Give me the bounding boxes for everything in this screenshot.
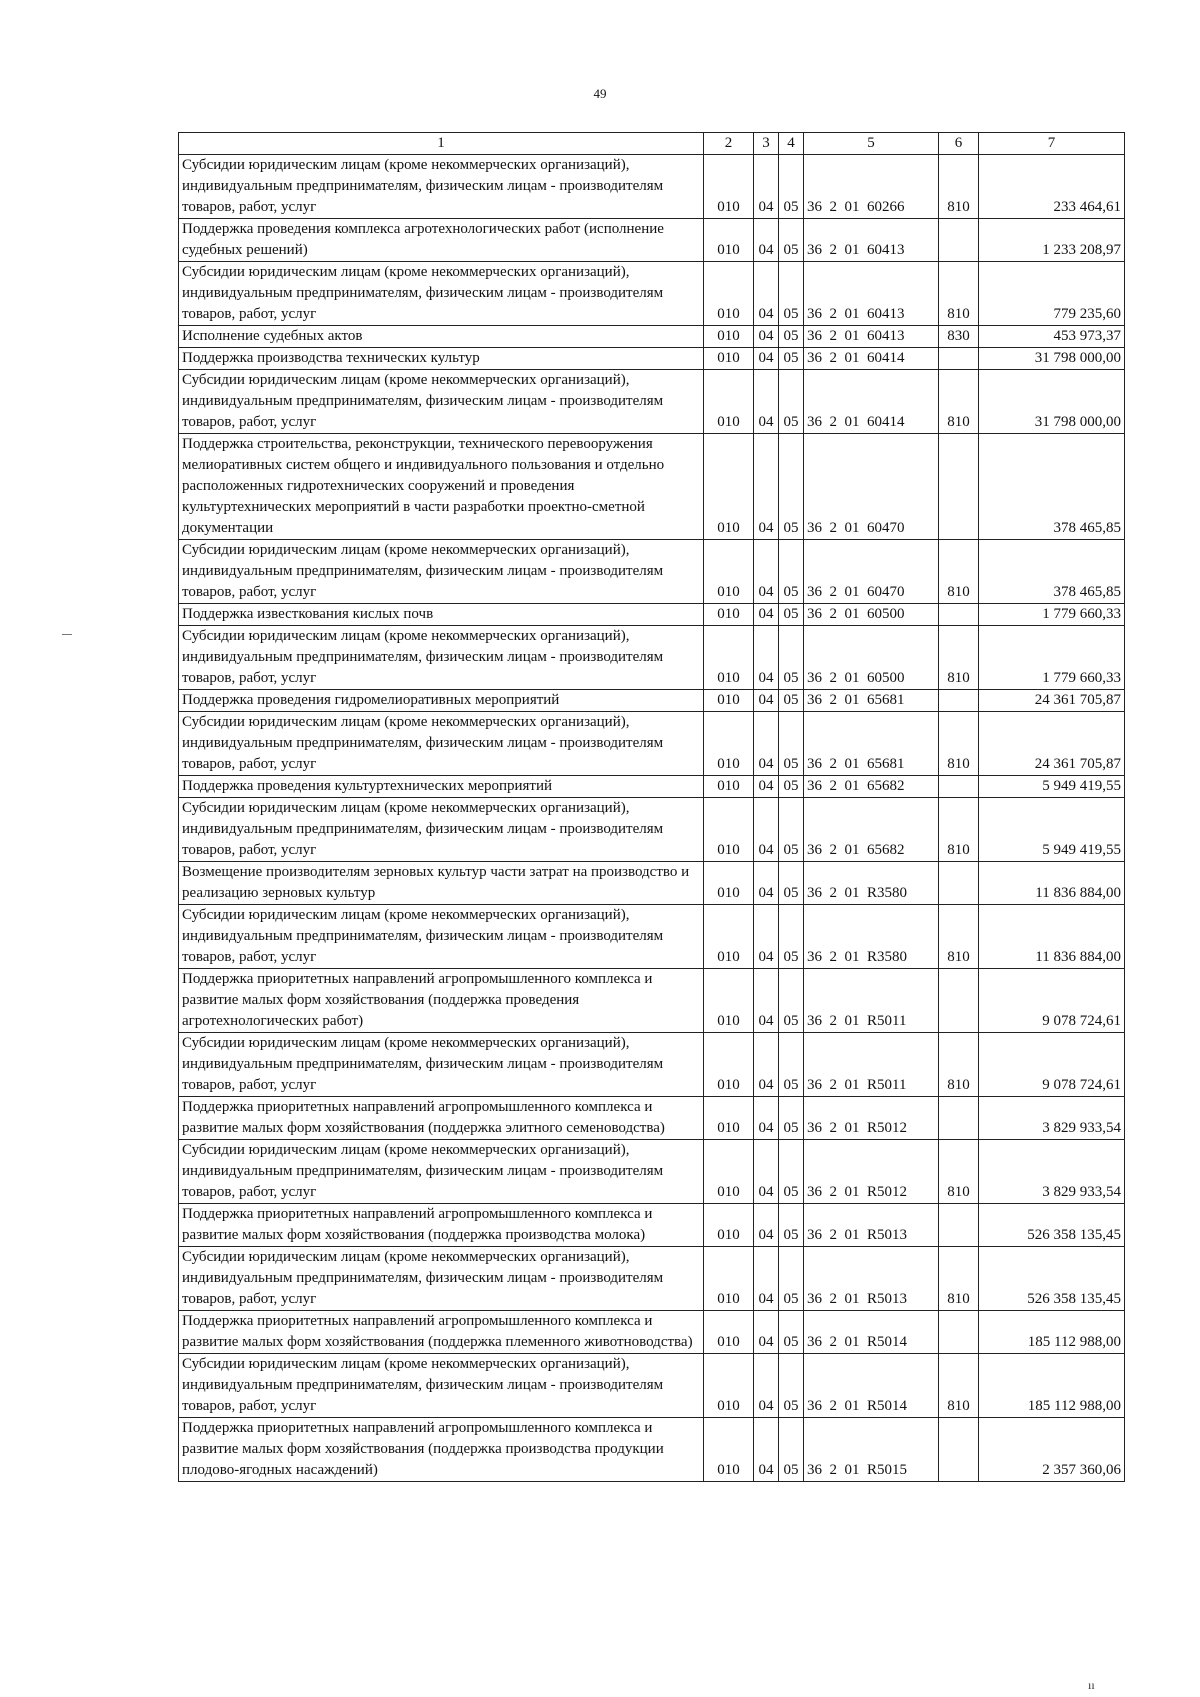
- target-code: 36 2 01 65681: [804, 712, 939, 776]
- subsection-code: 05: [779, 969, 804, 1033]
- amount: 779 235,60: [979, 262, 1125, 326]
- expense-type-code: 810: [939, 1247, 979, 1311]
- item-name: Субсидии юридическим лицам (кроме некоммерческих организаций), индивидуальным предпринимателям, физическим лицам - производителям товаров, работ, услуг: [179, 905, 704, 969]
- target-code: 36 2 01 60500: [804, 604, 939, 626]
- amount: 5 949 419,55: [979, 776, 1125, 798]
- item-name: Субсидии юридическим лицам (кроме некоммерческих организаций), индивидуальным предпринимателям, физическим лицам - производителям товаров, работ, услуг: [179, 626, 704, 690]
- group-code: 010: [704, 262, 754, 326]
- amount: 185 112 988,00: [979, 1311, 1125, 1354]
- subsection-code: 05: [779, 1354, 804, 1418]
- section-code: 04: [754, 540, 779, 604]
- item-name: Поддержка известкования кислых почв: [179, 604, 704, 626]
- section-code: 04: [754, 1418, 779, 1482]
- expense-type-code: [939, 1204, 979, 1247]
- target-code: 36 2 01 65681: [804, 690, 939, 712]
- target-code: 36 2 01 60414: [804, 370, 939, 434]
- subsection-code: 05: [779, 155, 804, 219]
- group-code: 010: [704, 540, 754, 604]
- target-code: 36 2 01 60414: [804, 348, 939, 370]
- group-code: 010: [704, 969, 754, 1033]
- section-code: 04: [754, 776, 779, 798]
- section-code: 04: [754, 862, 779, 905]
- target-code: 36 2 01 60413: [804, 219, 939, 262]
- expense-type-code: [939, 219, 979, 262]
- item-name: Поддержка проведения культуртехнических мероприятий: [179, 776, 704, 798]
- subsection-code: 05: [779, 1033, 804, 1097]
- section-code: 04: [754, 905, 779, 969]
- section-code: 04: [754, 1247, 779, 1311]
- subsection-code: 05: [779, 776, 804, 798]
- table-row: [179, 1204, 1125, 1247]
- amount: 31 798 000,00: [979, 348, 1125, 370]
- group-code: 010: [704, 370, 754, 434]
- amount: 185 112 988,00: [979, 1354, 1125, 1418]
- section-code: 04: [754, 1033, 779, 1097]
- target-code: 36 2 01 R5013: [804, 1204, 939, 1247]
- amount: 526 358 135,45: [979, 1204, 1125, 1247]
- group-code: 010: [704, 434, 754, 540]
- item-name: Субсидии юридическим лицам (кроме некоммерческих организаций), индивидуальным предпринимателям, физическим лицам - производителям товаров, работ, услуг: [179, 262, 704, 326]
- section-code: 04: [754, 155, 779, 219]
- table-row: [179, 776, 1125, 798]
- header-cell: 2: [704, 133, 754, 155]
- subsection-code: 05: [779, 1247, 804, 1311]
- amount: 3 829 933,54: [979, 1097, 1125, 1140]
- item-name: Возмещение производителям зерновых культур части затрат на производство и реализацию зерновых культур: [179, 862, 704, 905]
- target-code: 36 2 01 R3580: [804, 905, 939, 969]
- section-code: 04: [754, 690, 779, 712]
- section-code: 04: [754, 370, 779, 434]
- table-row: [179, 155, 1125, 219]
- section-code: 04: [754, 604, 779, 626]
- table-row: [179, 1418, 1125, 1482]
- amount: 2 357 360,06: [979, 1418, 1125, 1482]
- group-code: 010: [704, 1097, 754, 1140]
- margin-mark: [62, 634, 72, 635]
- table-row: [179, 604, 1125, 626]
- item-name: Субсидии юридическим лицам (кроме некоммерческих организаций), индивидуальным предпринимателям, физическим лицам - производителям товаров, работ, услуг: [179, 370, 704, 434]
- item-name: Субсидии юридическим лицам (кроме некоммерческих организаций), индивидуальным предпринимателям, физическим лицам - производителям товаров, работ, услуг: [179, 1140, 704, 1204]
- subsection-code: 05: [779, 1140, 804, 1204]
- subsection-code: 05: [779, 905, 804, 969]
- amount: 31 798 000,00: [979, 370, 1125, 434]
- header-cell: 4: [779, 133, 804, 155]
- expense-type-code: 810: [939, 155, 979, 219]
- subsection-code: 05: [779, 348, 804, 370]
- amount: 453 973,37: [979, 326, 1125, 348]
- group-code: 010: [704, 712, 754, 776]
- subsection-code: 05: [779, 1311, 804, 1354]
- expense-type-code: [939, 1418, 979, 1482]
- expense-type-code: [939, 348, 979, 370]
- expense-type-code: [939, 1097, 979, 1140]
- target-code: 36 2 01 60413: [804, 262, 939, 326]
- amount: 11 836 884,00: [979, 862, 1125, 905]
- amount: 9 078 724,61: [979, 1033, 1125, 1097]
- section-code: 04: [754, 1204, 779, 1247]
- item-name: Поддержка приоритетных направлений агропромышленного комплекса и развитие малых форм хозяйствования (поддержка производства продукции плодово-ягодных насаждений): [179, 1418, 704, 1482]
- expense-type-code: 810: [939, 262, 979, 326]
- target-code: 36 2 01 R5011: [804, 1033, 939, 1097]
- subsection-code: 05: [779, 434, 804, 540]
- amount: 24 361 705,87: [979, 712, 1125, 776]
- section-code: 04: [754, 348, 779, 370]
- subsection-code: 05: [779, 690, 804, 712]
- group-code: 010: [704, 1311, 754, 1354]
- group-code: 010: [704, 1033, 754, 1097]
- subsection-code: 05: [779, 798, 804, 862]
- item-name: Субсидии юридическим лицам (кроме некоммерческих организаций), индивидуальным предпринимателям, физическим лицам - производителям товаров, работ, услуг: [179, 540, 704, 604]
- target-code: 36 2 01 R5013: [804, 1247, 939, 1311]
- group-code: 010: [704, 348, 754, 370]
- section-code: 04: [754, 219, 779, 262]
- group-code: 010: [704, 326, 754, 348]
- amount: 24 361 705,87: [979, 690, 1125, 712]
- expense-type-code: [939, 604, 979, 626]
- header-cell: 6: [939, 133, 979, 155]
- item-name: Поддержка строительства, реконструкции, технического перевооружения мелиоративных систем общего и индивидуального пользования и отдельно расположенных гидротехнических сооружений и проведения культуртехнических мероприятий в части разработки проектно-сметной документации: [179, 434, 704, 540]
- item-name: Поддержка проведения комплекса агротехнологических работ (исполнение судебных решений): [179, 219, 704, 262]
- table-row: [179, 1033, 1125, 1097]
- amount: 5 949 419,55: [979, 798, 1125, 862]
- expense-type-code: 810: [939, 1140, 979, 1204]
- item-name: Субсидии юридическим лицам (кроме некоммерческих организаций), индивидуальным предпринимателям, физическим лицам - производителям товаров, работ, услуг: [179, 798, 704, 862]
- amount: 378 465,85: [979, 434, 1125, 540]
- target-code: 36 2 01 65682: [804, 798, 939, 862]
- table-row: [179, 1354, 1125, 1418]
- amount: 11 836 884,00: [979, 905, 1125, 969]
- header-cell: 3: [754, 133, 779, 155]
- subsection-code: 05: [779, 604, 804, 626]
- table-row: [179, 905, 1125, 969]
- item-name: Поддержка приоритетных направлений агропромышленного комплекса и развитие малых форм хозяйствования (поддержка производства молока): [179, 1204, 704, 1247]
- target-code: 36 2 01 R5011: [804, 969, 939, 1033]
- group-code: 010: [704, 219, 754, 262]
- table-row: [179, 370, 1125, 434]
- header-cell: 5: [804, 133, 939, 155]
- expense-type-code: 810: [939, 1033, 979, 1097]
- table-row: [179, 798, 1125, 862]
- amount: 526 358 135,45: [979, 1247, 1125, 1311]
- item-name: Субсидии юридическим лицам (кроме некоммерческих организаций), индивидуальным предпринимателям, физическим лицам - производителям товаров, работ, услуг: [179, 1033, 704, 1097]
- item-name: Поддержка проведения гидромелиоративных мероприятий: [179, 690, 704, 712]
- subsection-code: 05: [779, 1204, 804, 1247]
- item-name: Исполнение судебных актов: [179, 326, 704, 348]
- amount: 1 779 660,33: [979, 626, 1125, 690]
- group-code: 010: [704, 1140, 754, 1204]
- item-name: Поддержка приоритетных направлений агропромышленного комплекса и развитие малых форм хозяйствования (поддержка племенного животноводства): [179, 1311, 704, 1354]
- item-name: Поддержка приоритетных направлений агропромышленного комплекса и развитие малых форм хозяйствования (поддержка проведения агротехнологических работ): [179, 969, 704, 1033]
- header-cell: 7: [979, 133, 1125, 155]
- item-name: Субсидии юридическим лицам (кроме некоммерческих организаций), индивидуальным предпринимателям, физическим лицам - производителям товаров, работ, услуг: [179, 1247, 704, 1311]
- subsection-code: 05: [779, 540, 804, 604]
- expense-type-code: 810: [939, 712, 979, 776]
- table-row: [179, 1097, 1125, 1140]
- group-code: 010: [704, 690, 754, 712]
- section-code: 04: [754, 434, 779, 540]
- target-code: 36 2 01 60470: [804, 434, 939, 540]
- item-name: Субсидии юридическим лицам (кроме некоммерческих организаций), индивидуальным предпринимателям, физическим лицам - производителям товаров, работ, услуг: [179, 712, 704, 776]
- expense-type-code: 810: [939, 540, 979, 604]
- table-row: [179, 326, 1125, 348]
- expense-type-code: [939, 434, 979, 540]
- group-code: 010: [704, 155, 754, 219]
- item-name: Субсидии юридическим лицам (кроме некоммерческих организаций), индивидуальным предпринимателям, физическим лицам - производителям товаров, работ, услуг: [179, 155, 704, 219]
- amount: 233 464,61: [979, 155, 1125, 219]
- table-row: [179, 969, 1125, 1033]
- table-row: [179, 262, 1125, 326]
- amount: 1 779 660,33: [979, 604, 1125, 626]
- expense-type-code: 810: [939, 798, 979, 862]
- group-code: 010: [704, 1354, 754, 1418]
- target-code: 36 2 01 R5012: [804, 1140, 939, 1204]
- item-name: Поддержка приоритетных направлений агропромышленного комплекса и развитие малых форм хозяйствования (поддержка элитного семеноводства): [179, 1097, 704, 1140]
- section-code: 04: [754, 1140, 779, 1204]
- subsection-code: 05: [779, 862, 804, 905]
- group-code: 010: [704, 776, 754, 798]
- section-code: 04: [754, 712, 779, 776]
- expense-type-code: [939, 1311, 979, 1354]
- subsection-code: 05: [779, 1097, 804, 1140]
- target-code: 36 2 01 60500: [804, 626, 939, 690]
- table-row: [179, 1140, 1125, 1204]
- section-code: 04: [754, 1097, 779, 1140]
- subsection-code: 05: [779, 219, 804, 262]
- amount: 9 078 724,61: [979, 969, 1125, 1033]
- scan-mark: ıı: [1088, 1678, 1095, 1692]
- target-code: 36 2 01 R5014: [804, 1311, 939, 1354]
- group-code: 010: [704, 626, 754, 690]
- subsection-code: 05: [779, 712, 804, 776]
- table-row: [179, 434, 1125, 540]
- amount: 1 233 208,97: [979, 219, 1125, 262]
- table-row: [179, 1247, 1125, 1311]
- item-name: Субсидии юридическим лицам (кроме некоммерческих организаций), индивидуальным предпринимателям, физическим лицам - производителям товаров, работ, услуг: [179, 1354, 704, 1418]
- table-row: [179, 1311, 1125, 1354]
- section-code: 04: [754, 1354, 779, 1418]
- header-row: [179, 133, 1125, 155]
- target-code: 36 2 01 R3580: [804, 862, 939, 905]
- target-code: 36 2 01 65682: [804, 776, 939, 798]
- table-row: [179, 348, 1125, 370]
- target-code: 36 2 01 R5012: [804, 1097, 939, 1140]
- amount: 3 829 933,54: [979, 1140, 1125, 1204]
- target-code: 36 2 01 60470: [804, 540, 939, 604]
- expense-type-code: 810: [939, 370, 979, 434]
- section-code: 04: [754, 969, 779, 1033]
- table-row: [179, 626, 1125, 690]
- page-number: 49: [593, 86, 607, 101]
- section-code: 04: [754, 1311, 779, 1354]
- table-row: [179, 219, 1125, 262]
- group-code: 010: [704, 1247, 754, 1311]
- expense-type-code: 810: [939, 1354, 979, 1418]
- target-code: 36 2 01 60266: [804, 155, 939, 219]
- item-name: Поддержка производства технических культур: [179, 348, 704, 370]
- amount: 378 465,85: [979, 540, 1125, 604]
- header-cell: 1: [179, 133, 704, 155]
- table-row: [179, 540, 1125, 604]
- group-code: 010: [704, 1418, 754, 1482]
- subsection-code: 05: [779, 1418, 804, 1482]
- subsection-code: 05: [779, 370, 804, 434]
- group-code: 010: [704, 798, 754, 862]
- table-row: [179, 712, 1125, 776]
- group-code: 010: [704, 905, 754, 969]
- table-row: [179, 690, 1125, 712]
- group-code: 010: [704, 604, 754, 626]
- target-code: 36 2 01 R5015: [804, 1418, 939, 1482]
- expense-type-code: 810: [939, 626, 979, 690]
- expense-type-code: [939, 862, 979, 905]
- section-code: 04: [754, 626, 779, 690]
- target-code: 36 2 01 R5014: [804, 1354, 939, 1418]
- target-code: 36 2 01 60413: [804, 326, 939, 348]
- expense-type-code: 810: [939, 905, 979, 969]
- group-code: 010: [704, 1204, 754, 1247]
- expense-type-code: [939, 776, 979, 798]
- budget-table: [178, 132, 1125, 1482]
- subsection-code: 05: [779, 326, 804, 348]
- subsection-code: 05: [779, 262, 804, 326]
- section-code: 04: [754, 798, 779, 862]
- group-code: 010: [704, 862, 754, 905]
- table-row: [179, 862, 1125, 905]
- expense-type-code: [939, 969, 979, 1033]
- section-code: 04: [754, 262, 779, 326]
- expense-type-code: 830: [939, 326, 979, 348]
- expense-type-code: [939, 690, 979, 712]
- subsection-code: 05: [779, 626, 804, 690]
- section-code: 04: [754, 326, 779, 348]
